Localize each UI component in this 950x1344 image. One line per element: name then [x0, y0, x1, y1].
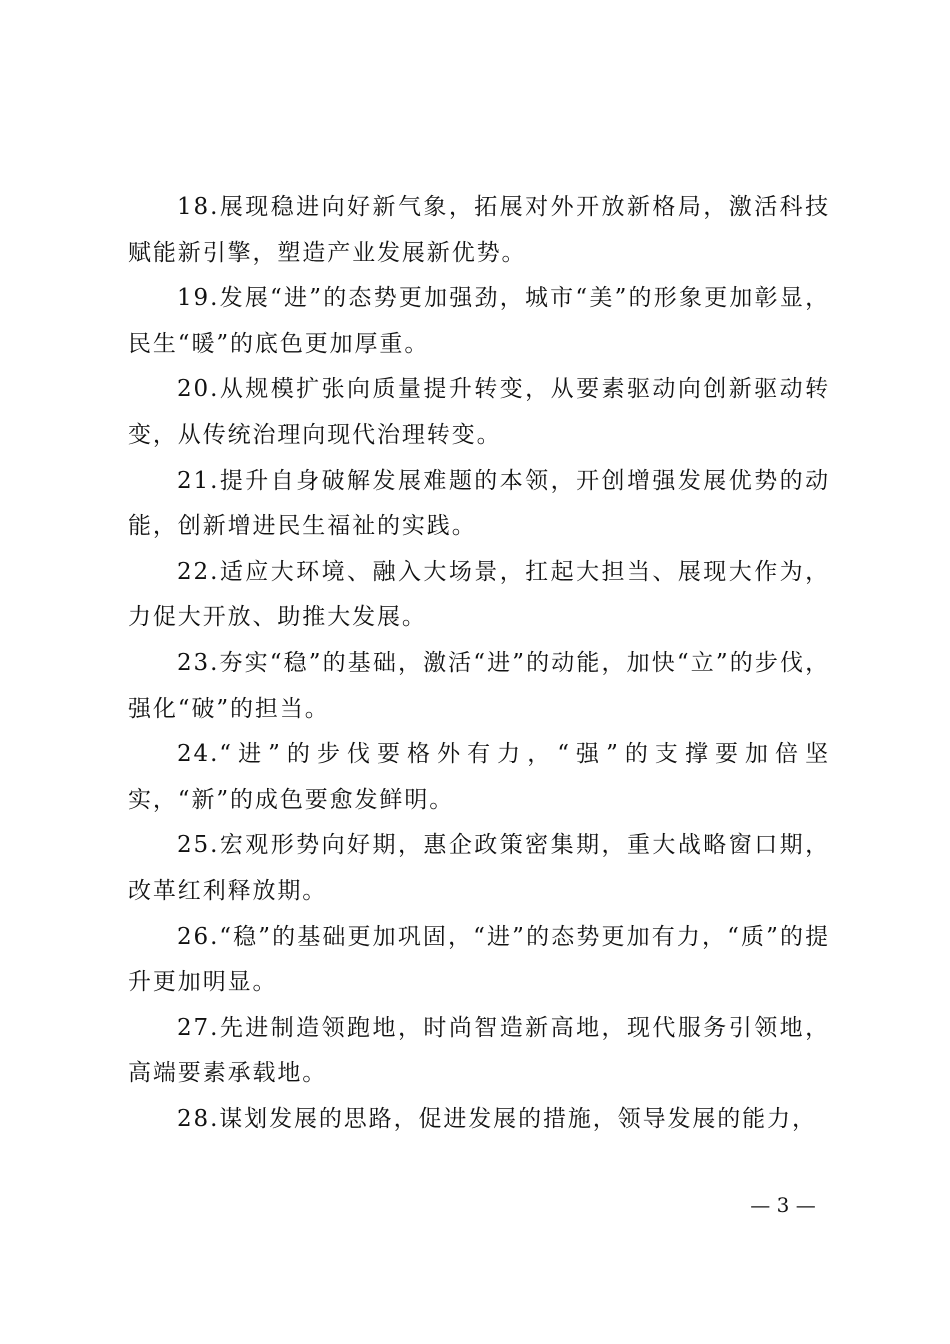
document-body: [128, 185, 830, 1142]
paragraph-22: 22.适应大环境、融入大场景，扛起大担当、展现大作为，力促大开放、助推大发展。: [128, 558, 830, 631]
paragraph-23: 23.夯实“稳”的基础，激活“进”的动能，加快“立”的步伐，强化“破”的担当。: [128, 649, 830, 722]
paragraph-26: 26.“稳”的基础更加巩固，“进”的态势更加有力，“质”的提升更加明显。: [128, 923, 830, 996]
paragraph-18: 18.展现稳进向好新气象，拓展对外开放新格局，激活科技赋能新引擎，塑造产业发展新优势。: [128, 194, 830, 266]
paragraph-21: 21.提升自身破解发展难题的本领，开创增强发展优势的动能，创新增进民生福祉的实践。: [128, 467, 830, 540]
paragraph-27: 27.先进制造领跑地，时尚智造新高地，现代服务引领地，高端要素承载地。: [128, 1014, 830, 1087]
paragraph-25: 25.宏观形势向好期，惠企政策密集期，重大战略窗口期，改革红利释放期。: [128, 832, 830, 904]
paragraph-24: 24.“进”的步伐要格外有力，“强”的支撑要加倍坚实，“新”的成色要愈发鲜明。: [128, 741, 830, 813]
paragraph-19: 19.发展“进”的态势更加强劲，城市“美”的形象更加彰显，民生“暖”的底色更加厚重。: [128, 285, 830, 357]
paragraph-28: 28.谋划发展的思路，促进发展的措施，领导发展的能力，: [177, 1105, 817, 1132]
page-number: — 3 —: [750, 1193, 816, 1217]
paragraph-20: 20.从规模扩张向质量提升转变，从要素驱动向创新驱动转变，从传统治理向现代治理转变。: [128, 376, 830, 448]
